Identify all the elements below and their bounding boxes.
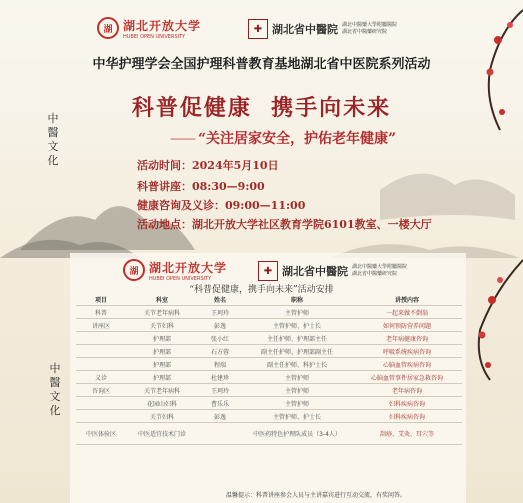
header-topic: 讲授内容 — [352, 294, 462, 306]
footer-note: 温馨提示：科普讲座参会人员与主讲嘉宾进行互动交流，有奖问答。 — [226, 492, 407, 499]
subtitle-text: “关注居家安全，护佑老年健康” — [198, 131, 397, 147]
hospital-name-2: 湖北省中醫院 — [282, 265, 348, 278]
headline: 中华护理学会全国护理科普教育基地湖北省中医院系列活动 — [92, 57, 431, 72]
university-seal-icon-2: 湖 — [123, 259, 145, 281]
table-row: 中医体验区 中医适宜技术门诊 中医药特色护理队成员（3-4人） 刮痧、艾灸、耳穴等 — [76, 423, 462, 445]
table-row: 护理部 石方蓉 副主任护师、护理部副主任 呼吸系统疾病咨询 — [76, 345, 462, 358]
table-row: 科普 关节老年病科 王珂玲 主管护师 一起来做不倒翁 — [76, 306, 462, 319]
schedule-title: “科普促健康，携手向未来”活动安排 — [189, 285, 334, 295]
university-logo-2 — [123, 255, 227, 285]
side-seal-lower: 中 醫 文 化 — [49, 362, 61, 417]
table-row: 护理部 张小红 主任护师、护理部主任 老年病健康咨询 — [76, 332, 462, 345]
hospital-subtitle-1: 湖北中醫藥大學附屬醫院 — [342, 22, 398, 28]
header-project: 项目 — [76, 294, 126, 306]
hospital-subtitle-1-2: 湖北中醫藥大學附屬醫院 — [352, 264, 408, 270]
university-name-en-2: HUBEI OPEN UNIVERSITY — [149, 275, 212, 282]
university-name-2: 湖北开放大学 — [149, 260, 228, 275]
main-title: 科普促健康 携手向未来 — [131, 95, 392, 121]
hospital-seal-icon: ✚ — [248, 19, 268, 39]
info-location: 活动地点：湖北开放大学社区教育学院6101教室、一楼大厅 — [137, 218, 432, 231]
table-row: 花园山妇科 曹乐乐 主管护师 妇科疾病咨询 — [76, 397, 462, 410]
subtitle — [170, 128, 396, 148]
university-seal-icon: 湖 — [97, 17, 119, 39]
table-row: 关节妇科 彭逸 主管护师、护士长 妇科疾病咨询 — [76, 410, 462, 423]
info-time: 活动时间：2024年5月10日 — [137, 159, 279, 172]
subtitle-dash: —— — [170, 131, 194, 147]
header-name: 姓名 — [198, 294, 242, 306]
side-seal-upper: 中 醫 文 化 — [47, 112, 59, 167]
table-row: 咨询区 关节老年病科 王珂玲 主管护师 老年病咨询 — [76, 384, 462, 397]
hospital-seal-icon-2: ✚ — [258, 261, 278, 281]
header-dept: 科室 — [126, 294, 198, 306]
schedule-header-row — [76, 294, 462, 306]
university-name-en: HUBEI OPEN UNIVERSITY — [123, 33, 186, 40]
schedule-table — [76, 294, 462, 445]
university-logo — [97, 13, 201, 43]
table-row: 讲座区 关节妇科 彭逸 主管护师、护士长 如何预防营养问题 — [76, 319, 462, 332]
table-row: 义诊 护理部 杜建珍 主管护师 心脑血管事件居家急救咨询 — [76, 371, 462, 384]
university-name: 湖北开放大学 — [123, 18, 202, 33]
hospital-name: 湖北省中醫院 — [272, 23, 338, 36]
header-title: 职称 — [242, 294, 352, 306]
hospital-subtitle-2: 湖北省中醫藥研究院 — [342, 29, 388, 35]
info-consult: 健康咨询及义诊：09:00—11:00 — [137, 199, 306, 212]
hospital-subtitle-2-2: 湖北省中醫藥研究院 — [352, 271, 398, 277]
hospital-logo — [248, 14, 397, 44]
info-lecture: 科普讲座：08:30—9:00 — [137, 180, 265, 193]
table-row: 护理部 程端 副主任护师、科护士长 心脑血管疾病咨询 — [76, 358, 462, 371]
